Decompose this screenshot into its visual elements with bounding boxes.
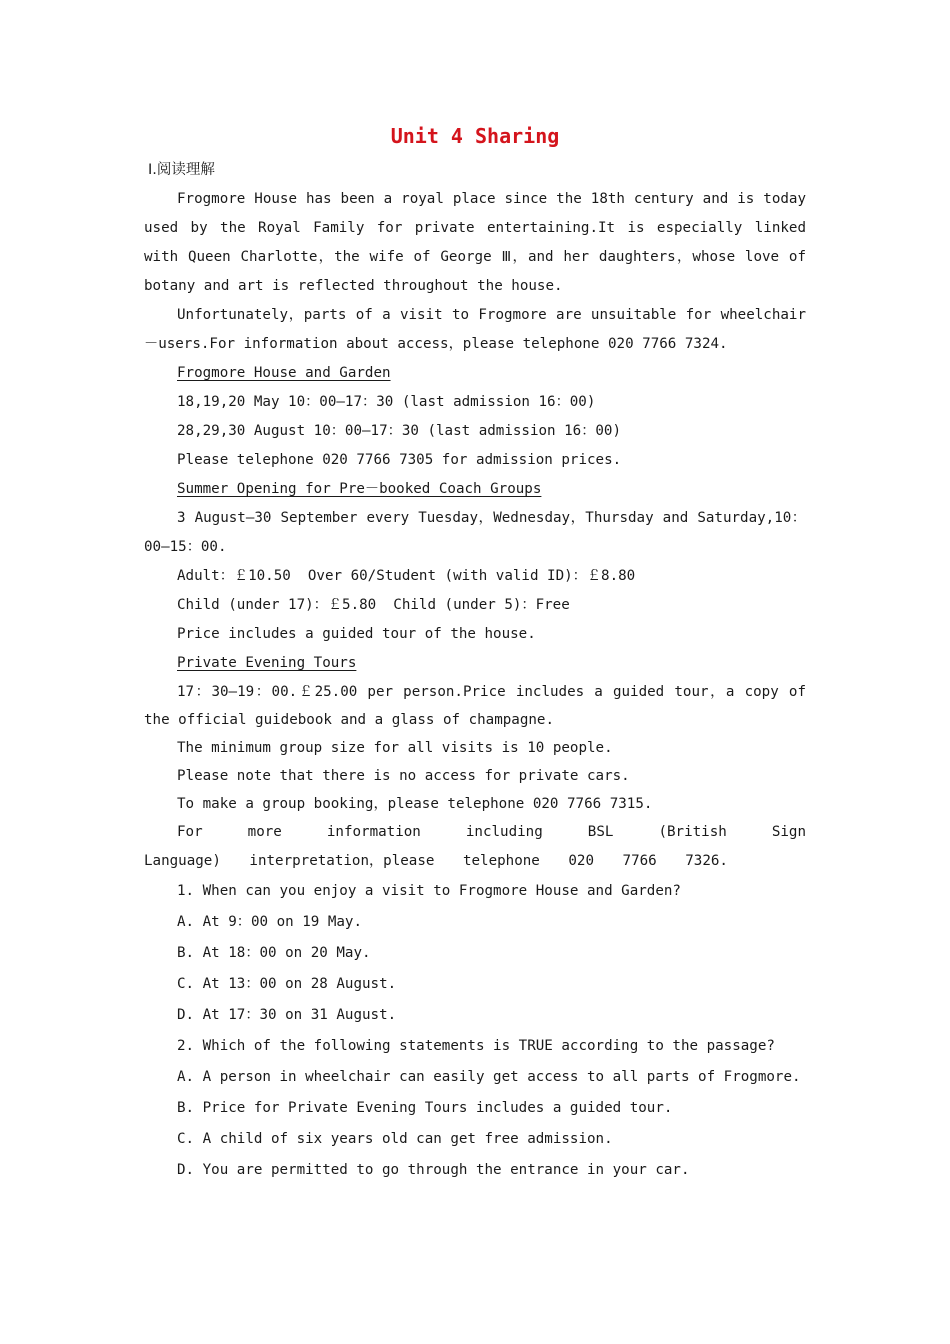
evening-heading <box>144 649 806 678</box>
document-page <box>144 118 806 1186</box>
house-garden-heading-text: Frogmore House and Garden <box>177 365 391 381</box>
evening-heading-text: Private Evening Tours <box>177 655 357 671</box>
summer-heading-text: Summer Opening for Pre－booked Coach Groups <box>177 481 542 497</box>
house-garden-line-1: 18,19,20 May 10：00—17：30 (last admission 16：00) <box>177 394 596 410</box>
page-title: Unit 4 Sharing <box>390 124 560 148</box>
passage-paragraph-2: Unfortunately，parts of a visit to Frogmore are unsuitable for wheelchair－users.For information about access，please telephone 020 7766 7324. <box>144 307 806 352</box>
question-2-option-a: A. A person in wheelchair can easily get access to all parts of Frogmore. <box>177 1069 801 1085</box>
evening-line-4: To make a group booking，please telephone 020 7766 7315. <box>177 796 653 812</box>
question-2-stem: 2. Which of the following statements is TRUE according to the passage? <box>177 1038 775 1054</box>
question-2-option-c: C. A child of six years old can get free admission. <box>177 1131 613 1147</box>
evening-line-5: For more information including BSL (British Sign Language) interpretation，please telephone 020 7766 7326. <box>144 824 806 869</box>
question-2-option-b: B. Price for Private Evening Tours includes a guided tour. <box>177 1100 673 1116</box>
summer-heading <box>144 475 806 504</box>
question-1-option-d: D. At 17：30 on 31 August. <box>177 1007 397 1023</box>
question-1-option-a: A. At 9：00 on 19 May. <box>177 914 363 930</box>
question-1-option-c: C. At 13：00 on 28 August. <box>177 976 397 992</box>
house-garden-line-2: 28,29,30 August 10：00—17：30 (last admission 16：00) <box>177 423 622 439</box>
evening-line-3: Please note that there is no access for private cars. <box>177 768 630 784</box>
section-heading: Ⅰ.阅读理解 <box>148 162 215 178</box>
summer-line-4: Price includes a guided tour of the house. <box>177 626 536 642</box>
house-garden-line-3: Please telephone 020 7766 7305 for admission prices. <box>177 452 622 468</box>
summer-line-3: Child (under 17)：￡5.80 Child (under 5)：Free <box>177 597 570 613</box>
evening-line-2: The minimum group size for all visits is 10 people. <box>177 740 613 756</box>
passage-paragraph-1: Frogmore House has been a royal place since the 18th century and is today used by the Royal Family for private entertaining.It is especially linked with Queen Charlotte，the wife of George Ⅲ，and her daughters，whose love of botany and art is reflected throughout the house. <box>144 191 806 294</box>
question-2-option-d: D. You are permitted to go through the entrance in your car. <box>177 1162 690 1178</box>
house-garden-heading <box>144 359 806 388</box>
question-1-stem: 1. When can you enjoy a visit to Frogmore House and Garden? <box>177 883 681 899</box>
summer-line-2: Adult：￡10.50 Over 60/Student (with valid ID)：￡8.80 <box>177 568 636 584</box>
question-1-option-b: B. At 18：00 on 20 May. <box>177 945 371 961</box>
evening-line-1: 17：30—19：00.￡25.00 per person.Price includes a guided tour，a copy of the official guidebook and a glass of champagne. <box>144 684 806 728</box>
summer-line-1: 3 August—30 September every Tuesday，Wednesday，Thursday and Saturday,10：00—15：00. <box>144 510 806 555</box>
